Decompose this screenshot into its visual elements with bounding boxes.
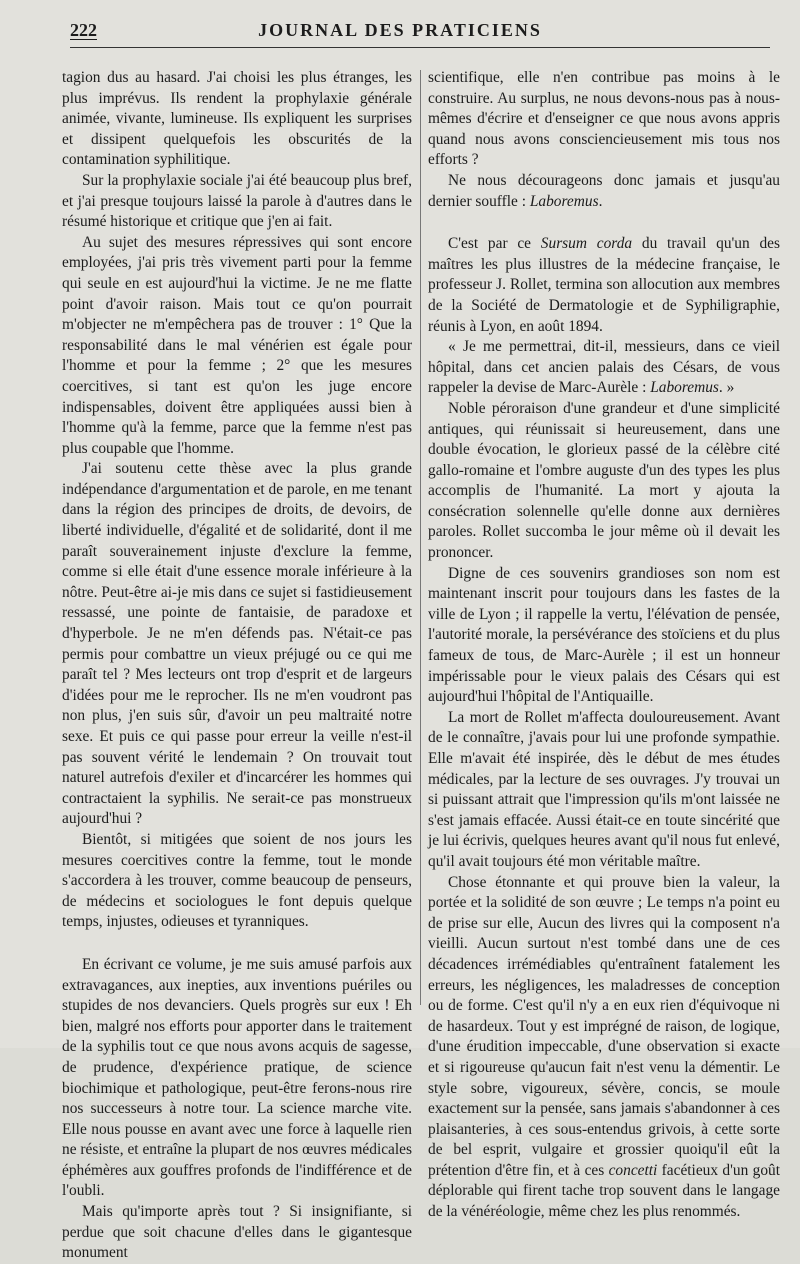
text-run: « Je me permettrai, dit-il, messieurs, dans ce vieil hôpital, dans cet ancien palais des Césars, de vous rappeler la devise de Marc-Aurèle :: [428, 338, 780, 397]
paragraph: Digne de ces souvenirs grandioses son nom est maintenant inscrit pour toujours dans les fastes de la ville de Lyon ; il rappelle la vertu, l'élévation de pensée, l'autorité morale, la persévérance des stoïciens et du plus fameux de tous, de Marc-Aurèle ; il est un honneur impérissable pour le vieux palais des Césars qui est aujourd'hui l'hôpital de l'Antiquaille.: [428, 564, 780, 706]
paragraph: tagion dus au hasard. J'ai choisi les plus étranges, les plus imprévus. Ils rendent la prophylaxie générale animée, vivante, lumineuse. Ils expliquent les surprises et dissipent quelquefois les obscurités de la contamination syphilitique.: [62, 69, 412, 169]
text-run: Ne nous décourageons donc jamais et jusqu'au dernier souffle :: [428, 171, 780, 210]
paragraph: Sur la prophylaxie sociale j'ai été beaucoup plus bref, et j'ai presque toujours laissé la parole à d'autres dans le résumé historique et critique que j'en ai fait.: [62, 171, 412, 231]
emphasis-concetti: concetti: [608, 1161, 658, 1179]
right-column: [428, 68, 780, 1223]
page-header: [0, 0, 800, 56]
paragraph: Au sujet des mesures répressives qui sont encore employées, j'ai pris très vivement parti pour la femme qui seule en est aujourd'hui la victime. Je ne me flatte point d'avoir raison. Mais tout ce qu'on pourrait m'objecter ne m'empêchera pas de trouver : 1° Que la responsabilité dans le mal vénérien est égale pour l'homme et pour la femme ; 2° que les mesures coercitives, si tant est qu'on les juge encore indispensables, doivent être appliquées aussi bien à l'homme qu'à la femme, parce que la femme n'est pas plus coupable que l'homme.: [62, 233, 412, 457]
emphasis-laboremus: Laboremus: [529, 192, 599, 210]
quotation-paragraph: [428, 337, 780, 399]
text-run: . »: [718, 379, 735, 397]
paragraph: Bientôt, si mitigées que soient de nos jours les mesures coercitives contre la femme, tout le monde s'accordera à les trouver, comme beaucoup de penseurs, de médecins et sociologues le font depuis quelque temps, injustes, odieuses et tyranniques.: [62, 830, 412, 931]
emphasis-sursum-corda: Sursum corda: [540, 235, 633, 253]
paragraph: [428, 234, 780, 337]
paragraph: Mais qu'importe après tout ? Si insignifiante, si perdue que soit chacune d'elles dans le gigantesque monument: [62, 1203, 412, 1262]
paragraph: scientifique, elle n'en contribue pas moins à le construire. Au surplus, ne nous devons-nous pas à nous-mêmes d'écrire et d'enseigner ce que nous avons appris quand nous avons consciencieusement mis tous nos efforts ?: [428, 69, 780, 169]
text-run: Chose étonnante et qui prouve bien la valeur, la portée et la solidité de son œuvre ; Le temps n'a point eu de prise sur elle, Aucun des livres qui la composent n'a vieilli. Aucun surtout n'est tombé dans une de ces décadences irrémédiables qu'entraînent fatalement les erreurs, les négligences, les maladresses de conception ou de forme. C'est qu'il n'y a en eux rien d'équivoque ni de hasardeux. Tout y est imprégné de raison, de logique, d'une érudition impeccable, d'une observation si exacte et si rigoureuse qu'aucun fait n'est venu la démentir. Le style sobre, vigoureux, sévère, concis, se moule exactement sur la pensée, sans jamais s'abandonner à ces plaisanteries, à ces sous-entendus grivois, à cette sorte de bel esprit, vulgaire et grossier quoiqu'il eût la prétention d'être fin, et à ces: [428, 873, 780, 1179]
paragraph: En écrivant ce volume, je me suis amusé parfois aux extravagances, aux inepties, aux inventions puériles ou stupides de nos devanciers. Quels progrès sur eux ! Eh bien, malgré nos efforts pour apporter dans le traitement de la syphilis tout ce que nous avons acquis de sagesse, de prudence, d'expérience pratique, de science biochimique et pathologique, peut-être ferons-nous rire nos successeurs à notre tour. La science marche vite. Elle nous pousse en avant avec une force à laquelle rien ne résiste, et entraîne la plupart de nos œuvres médicales éphémères aux gouffres profonds de l'indifférence et de l'oubli.: [62, 955, 412, 1200]
text-run: facétieux d'un goût déplorable qui firent tache trop souvent dans le langage de la vénéréologie, même chez les plus renommés.: [428, 1161, 780, 1221]
text-run: C'est par ce: [448, 235, 541, 253]
emphasis-laboremus: Laboremus: [650, 379, 719, 397]
left-column: [62, 68, 412, 1264]
running-title: JOURNAL DES PRATICIENS: [258, 20, 542, 40]
header-rule: [70, 47, 770, 48]
column-divider: [420, 70, 421, 1005]
text-run: du travail qu'un des maîtres les plus illustres de la médecine française, le professeur J. Rollet, termina son allocution aux membres de la Société de Dermatologie et de Syphiligraphie, réunis à Lyon, en août 1894.: [428, 235, 780, 335]
paragraph: La mort de Rollet m'affecta douloureusement. Avant de le connaître, j'avais pour lui une profonde sympathie. Elle m'avait été inspirée, dès le début de mes études médicales, par la lecture de ses ouvrages. J'y trouvai un si puissant attrait que l'impression qu'ils m'ont laissée ne s'est jamais effacée. Aussi était-ce en toute sincérité que je lui écrivis, quelques heures avant qu'il nous fut enlevé, qu'il avait toujours été mon véritable maître.: [428, 708, 780, 870]
paragraph: J'ai soutenu cette thèse avec la plus grande indépendance d'argumentation et de parole, en me tenant dans la région des principes de droits, de devoirs, de liberté individuelle, d'égalité et de solidarité, dont il me paraît souverainement injuste d'exclure la femme, comme si elle était d'une essence morale inférieure à la nôtre. Peut-être ai-je mis dans ce sujet si fastidieusement ressassé, une pointe de fantaisie, de paradoxe et d'hyperbole. Je ne m'en défends pas. N'était-ce pas permis pour combattre un vieux préjugé ou ce qui me paraît tel ? Mes lecteurs ont trop d'esprit et de largeurs d'idées pour me le reprocher. Ils ne m'en voudront pas non plus, j'en suis sûr, d'avoir un peu maltraité notre sexe. Et puis ce qui passe pour erreur la veille n'est-il pas souvent vérité le lendemain ? On trouvait tout naturel autrefois d'exiler et d'incarcérer les hommes qui contractaient la syphilis. Ne serait-ce pas monstrueux aujourd'hui ?: [62, 460, 412, 828]
text-run: .: [598, 192, 603, 210]
paragraph: [428, 171, 780, 212]
paragraph: Noble péroraison d'une grandeur et d'une simplicité antiques, qui réunissait si heureusement, dans une double évocation, le glorieux passé de la célèbre cité gallo-romaine et l'ombre auguste d'un des types les plus accomplis de l'humanité. La mort y ajouta la consécration solennelle qu'elle donne aux dernières paroles. Rollet succomba le jour même où il devait les prononcer.: [428, 399, 780, 562]
page-number: 222: [70, 20, 97, 40]
